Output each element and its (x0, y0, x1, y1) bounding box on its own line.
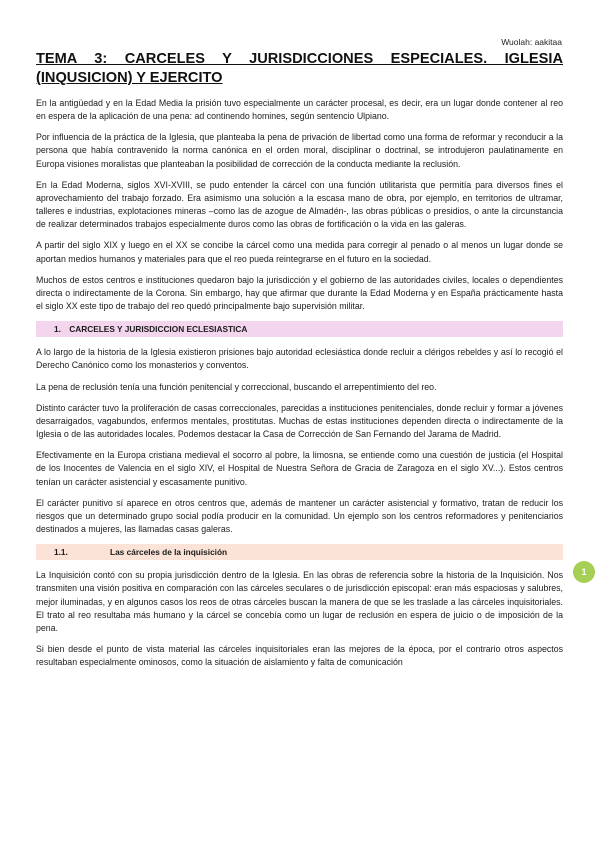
paragraph: Por influencia de la práctica de la Iglesia, que planteaba la pena de privación de libertad como una forma de reformar y reconducir a la persona que había contravenido la norma canónica en el orden moral, disciplinar o doctrinal, se introdujeron paulatinamente en Europa visiones moralistas que planteaban la posibilidad de corrección de la conducta mediante la reclusión. (36, 132, 563, 169)
paragraph: Efectivamente en la Europa cristiana medieval el socorro al pobre, la limosna, se entiende como una cuestión de justicia (el Hospital de los Inocentes de Valencia en el siglo XIV, el Hospital de Nuestra Señora de Gracia de Zaragoza en el siglo XV...). Estos centros tenían un carácter asistencial y escasamente punitivo. (36, 450, 563, 487)
section-heading-1-1 (36, 544, 563, 560)
section-title: Las cárceles de la inquisición (110, 547, 228, 558)
watermark-text: Wuolah: aakitaa (501, 37, 562, 47)
paragraph: Distinto carácter tuvo la proliferación de casas correccionales, parecidas a instituciones penitenciales, donde recluir y formar a jóvenes desarraigados, vagabundos, enfermos mentales, prostitutas. Muchas de estas instituciones dependen directa o indirectamente de la Iglesia o de las autoridades locales. Podemos destacar la Casa de Corrección de San Fernando del Jarama de Madrid. (36, 402, 563, 440)
section-number: 1. (54, 324, 61, 335)
page-title: TEMA 3: CARCELES Y JURISDICCIONES ESPECIALES. IGLESIA (INQUSICION) Y EJERCITO (36, 51, 563, 86)
paragraph: La Inquisición contó con su propia jurisdicción dentro de la Iglesia. En las obras de referencia sobre la historia de la Inquisición. Nos transmiten una visión positiva en comparación con las cárceles seculares o de jurisdicción episcopal: eran más espaciosas y salubres, mejor iluminadas, y en algunos casos los reos de otras cárceles buscan la manera de que se les traslade a las cárceles inquisitoriales. El trato al reo resultaba más humano y la cárcel se concebía como un lugar de reclusión en espera de juicio o de imposición de la pena. (36, 570, 563, 633)
page-number-badge[interactable]: 1 (573, 561, 595, 583)
paragraph: La pena de reclusión tenía una función penitencial y correccional, buscando el arrepentimiento del reo. (36, 381, 437, 392)
section-title: CARCELES Y JURISDICCION ECLESIASTICA (69, 324, 248, 335)
document-body (36, 50, 563, 677)
paragraph: A lo largo de la historia de la Iglesia existieron prisiones bajo autoridad eclesiástica donde recluir a clérigos rebeldes y así lo recogió el Derecho Canónico como los monasterios y conventos. (36, 347, 563, 371)
paragraph: Si bien desde el punto de vista material las cárceles inquisitoriales eran las mejores de la época, por el contrario otros aspectos resultaban especialmente ominosos, como la situación de aislamiento y falta de comunicación (36, 643, 563, 668)
section-heading-1 (36, 321, 563, 337)
section-number: 1.1. (54, 547, 68, 558)
paragraph: El carácter punitivo sí aparece en otros centros que, además de mantener un carácter asistencial y formativo, tratan de reducir los riesgos que un determinado grupo social podía producir en la comunidad. Un ejemplo son los centros reformadores y penitenciarios destinados a mujeres, las llamadas casas galeras. (36, 497, 563, 535)
paragraph: Muchos de estos centros e instituciones quedaron bajo la jurisdicción y el gobierno de las autoridades civiles, locales o dependientes directa o indirectamente de la Corona. Sin embargo, hay que afirmar que durante la Edad Moderna y en España prácticamente hasta el siglo XX este tipo de trabajo del reo quedó principalmente bajo supervisión militar. (36, 274, 563, 311)
paragraph: En la Edad Moderna, siglos XVI-XVIII, se pudo entender la cárcel con una función utilitarista que permitía para diversos fines el aprovechamiento del trabajo forzado. Era asimismo una solución a la escasa mano de obra, por ejemplo, en territorios de ultramar, talleres e industrias, explotaciones mineras –como las de azogue de Almadén-, las obras públicas o presidios, o ante la circunstancia de realizar determinados trabajos especialmente duros como las obras de fortificación o la vida en las galeras. (36, 179, 563, 230)
paragraph: A partir del siglo XIX y luego en el XX se concibe la cárcel como una medida para corregir al penado o al menos un lugar donde se aportan medios humanos y materiales para que el reo pueda reintegrarse en el futuro en la sociedad. (36, 240, 563, 264)
paragraph: En la antigüedad y en la Edad Media la prisión tuvo especialmente un carácter procesal, es decir, era un lugar donde contener al reo en espera de la aplicación de una pena: ad continendo homines, según sentencio Ulpiano. (36, 98, 563, 122)
